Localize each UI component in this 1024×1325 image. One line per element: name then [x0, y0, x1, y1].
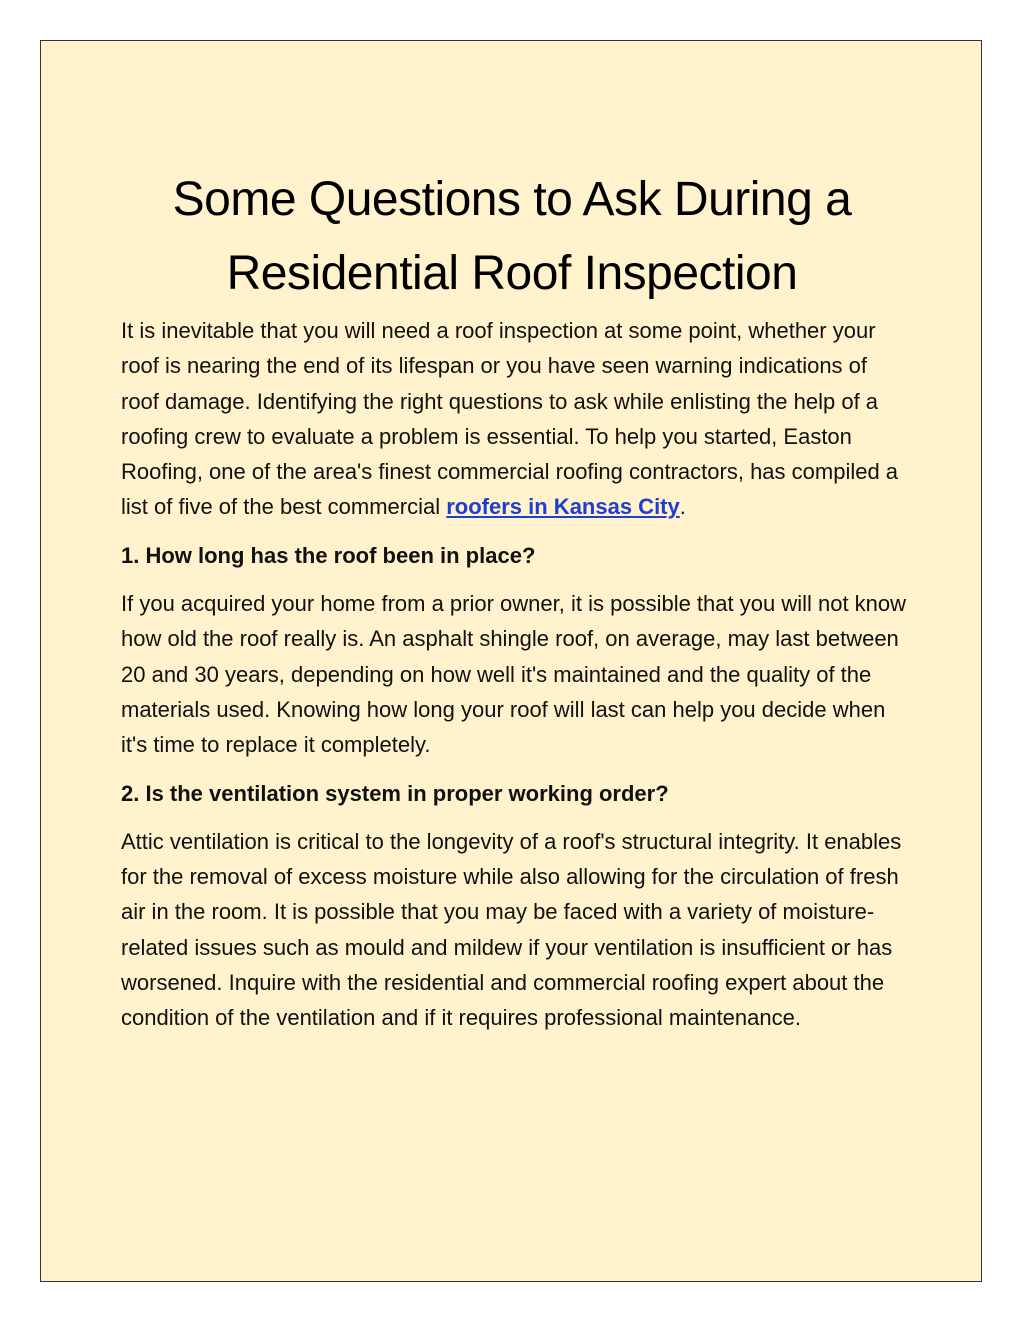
intro-end: . [679, 494, 686, 520]
section-body-2: Attic ventilation is critical to the longevity of a roof's structural integrity. It enables for the removal of excess moisture while also allowing for the circulation of fresh air in the room. It is possible that you may be faced with a variety of moisture-related issues such as mould and mildew if your ventilation is insufficient or has worsened. Inquire with the residential and commercial roofing expert about the condition of the ventilation and if it requires professional maintenance. [121, 828, 902, 1031]
article-body [121, 313, 911, 1049]
roofers-in-kansas-city-link[interactable]: roofers in Kansas City [446, 494, 680, 520]
section-heading-2: 2. Is the ventilation system in proper working order? [121, 780, 669, 806]
document-page [40, 40, 982, 1282]
title-line-2: Residential Roof Inspection [226, 247, 798, 300]
page-title [41, 163, 983, 311]
intro-text: It is inevitable that you will need a roof inspection at some point, whether your roof is nearing the end of its lifespan or you have seen warning indications of roof damage. Identifying the right questions to ask while enlisting the help of a roofing crew to evaluate a problem is essential. To help you started, Easton Roofing, one of the area's finest commercial roofing contractors, has compiled a list of five of the best commercial [121, 318, 899, 520]
section-body-1: If you acquired your home from a prior owner, it is possible that you will not know how old the roof really is. An asphalt shingle roof, on average, may last between 20 and 30 years, depending on how well it's maintained and the quality of the materials used. Knowing how long your roof will last can help you decide when it's time to replace it completely. [121, 591, 907, 758]
title-line-1: Some Questions to Ask During a [172, 173, 852, 226]
section-heading-1: 1. How long has the roof been in place? [121, 542, 536, 568]
intro-paragraph [121, 313, 911, 525]
